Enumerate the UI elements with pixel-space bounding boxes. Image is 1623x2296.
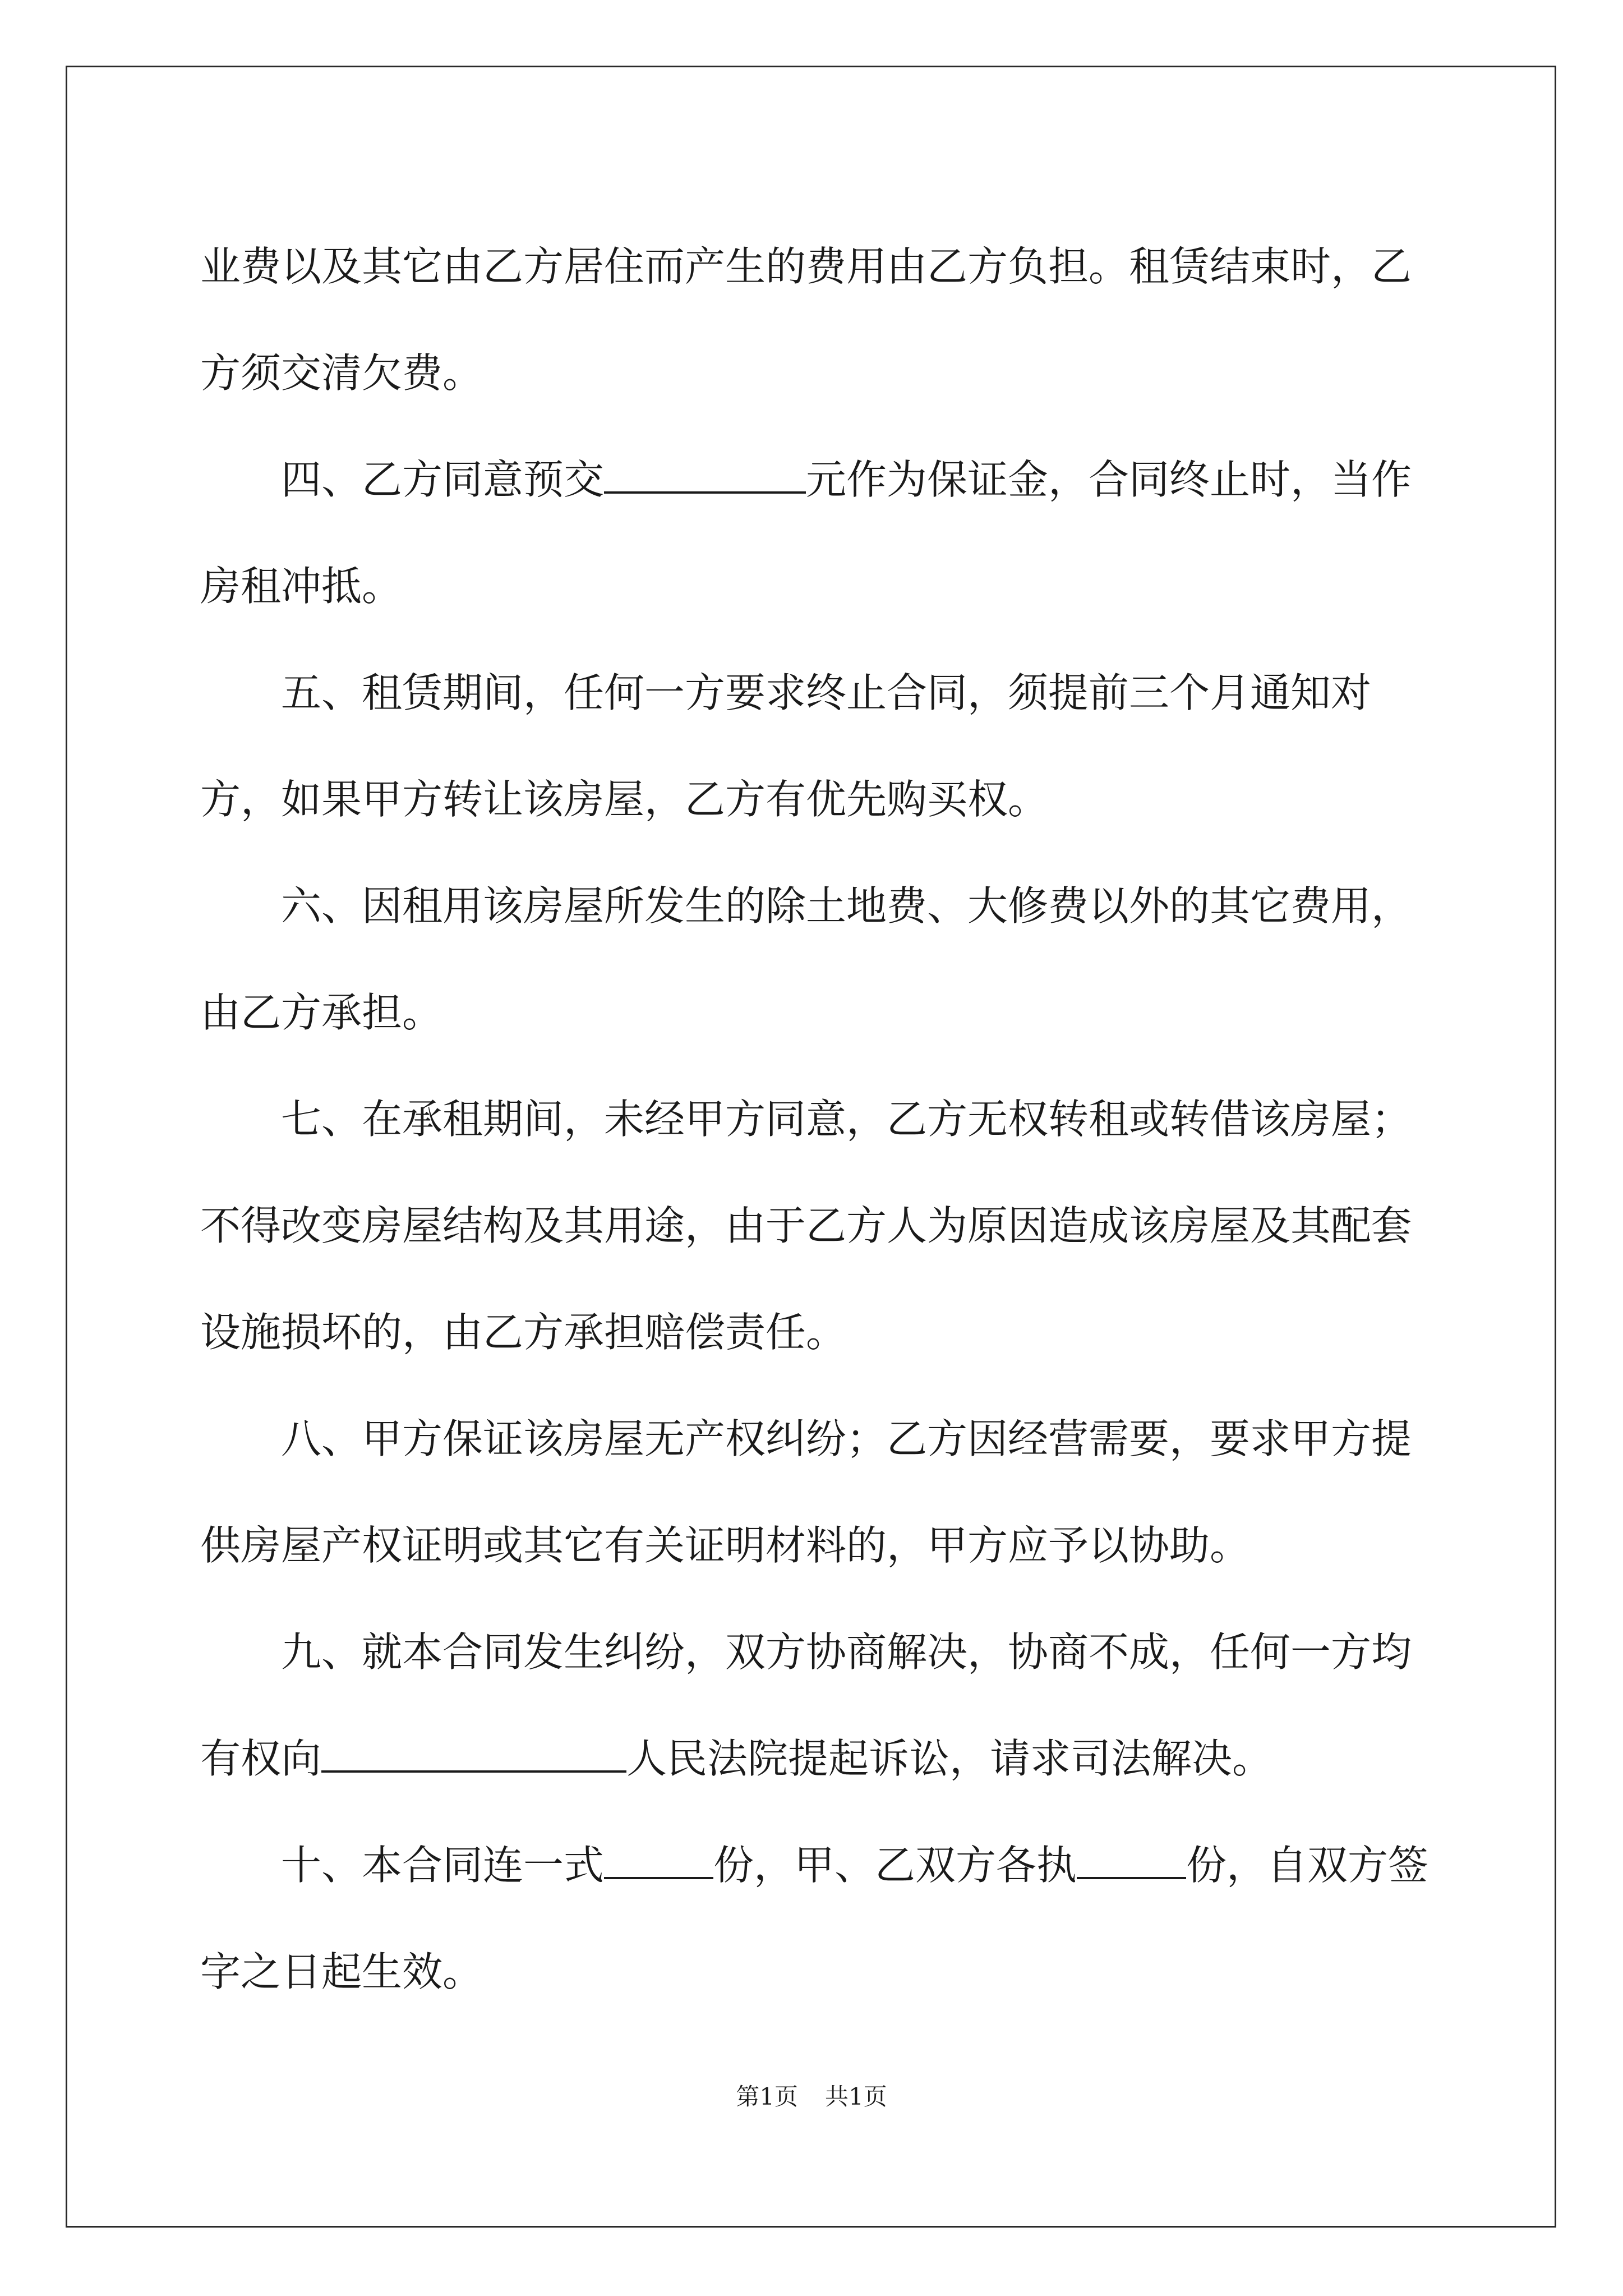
total-copies-blank: [604, 1844, 713, 1879]
copies-text-part1: 十、本合同连一式: [281, 1842, 605, 1889]
page-total: 共1页: [825, 2083, 887, 2110]
dispute-text-after: 人民法院提起诉讼，请求司法解决。: [626, 1735, 1273, 1782]
paragraph-deposit: [200, 426, 1434, 639]
each-party-copies-blank: [1077, 1844, 1186, 1879]
paragraph-dispute: [200, 1599, 1434, 1812]
paragraph-sublease: 七、在承租期间，未经甲方同意，乙方无权转租或转借该房屋；不得改变房屋结构及其用途，由于乙方人为原因造成该房屋及其配套设施损坏的，由乙方承担赔偿责任。: [200, 1096, 1412, 1356]
paragraph-fees: 业费以及其它由乙方居住而产生的费用由乙方负担。租赁结束时，乙方须交清欠费。: [200, 243, 1412, 397]
dispute-text-before: 九、就本合同发生纠纷，双方协商解决，协商不成，任何一方均有权向: [200, 1628, 1412, 1782]
paragraph-property-rights: 八、甲方保证该房屋无产权纠纷；乙方因经营需要，要求甲方提供房屋产权证明或其它有关证明材料的，甲方应予以协助。: [200, 1415, 1412, 1569]
deposit-text-after: 元作为保证金，合同终止时，当作房租冲抵。: [200, 456, 1412, 610]
paragraph-other-costs: 六、因租用该房屋所发生的除土地费、大修费以外的其它费用，由乙方承担。: [200, 882, 1412, 1036]
document-body: [200, 213, 1434, 2025]
paragraph-copies: [200, 1812, 1434, 2025]
copies-text-part2: 份，甲、乙双方各执: [713, 1842, 1077, 1889]
court-name-blank: [321, 1738, 626, 1773]
copies-text-part3: 份，自双方签字之日起生效。: [200, 1842, 1429, 1995]
deposit-text-before: 四、乙方同意预交: [281, 456, 605, 503]
paragraph-termination: 五、租赁期间，任何一方要求终止合同，须提前三个月通知对方，如果甲方转让该房屋，乙方有优先购买权。: [200, 669, 1372, 823]
page-footer: [0, 2080, 1623, 2114]
page-number: 第1页: [736, 2083, 798, 2110]
deposit-amount-blank: [604, 459, 806, 494]
